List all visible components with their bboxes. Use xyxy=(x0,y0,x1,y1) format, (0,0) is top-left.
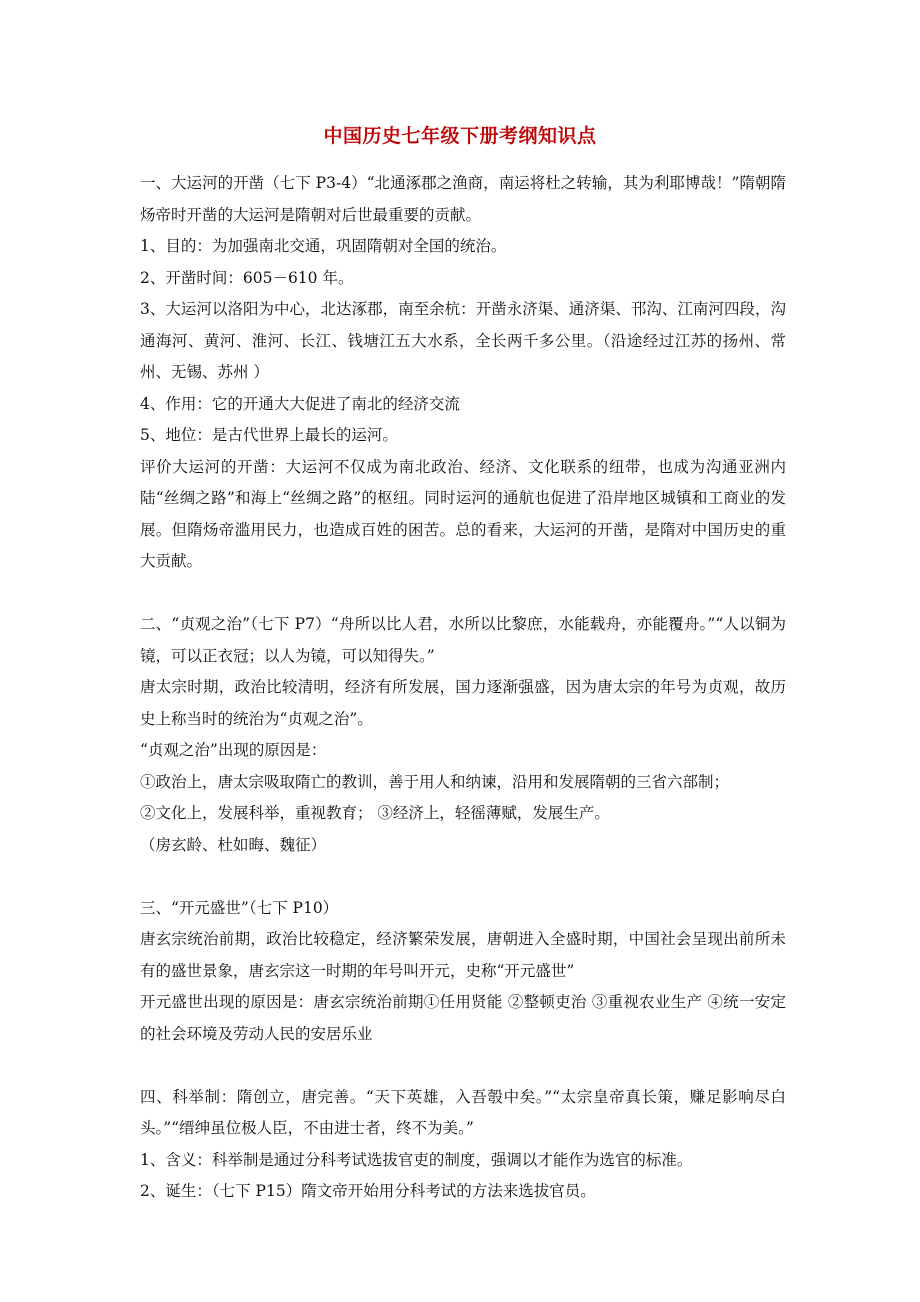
section-2-item-3: ①政治上，唐太宗吸取隋亡的教训，善于用人和纳谏，沿用和发展隋朝的三省六部制； xyxy=(140,772,730,791)
section-4-item-1: 1、含义：科举制是通过分科考试选拔官吏的制度，强调以才能作为选官的标准。 xyxy=(140,1150,693,1169)
section-1-evaluation: 评价大运河的开凿：大运河不仅成为南北政治、经济、文化联系的纽带，也成为沟通亚洲内陆“丝绸之路”和海上“丝绸之路”的枢纽。同时运河的通航也促进了沿岸地区城镇和工商业的发展。但隋炀帝滥用民力，也造成百姓的困苦。总的看来，大运河的开凿，是隋对中国历史的重大贡献。 xyxy=(140,457,786,570)
section-1-item-5: 5、地位：是古代世界上最长的运河。 xyxy=(140,426,398,444)
section-gap xyxy=(140,1050,786,1082)
section-4-heading: 四、科举制：隋创立，唐完善。“天下英雄，入吾彀中矣。”“太宗皇帝真长策，赚足影响尽白头。”“缙绅虽位极人臣，不由进士者，终不为美。” xyxy=(140,1087,786,1137)
section-2-item-2: “贞观之治”出现的原因是： xyxy=(140,741,327,759)
section-3-item-1: 唐玄宗统治前期，政治比较稳定，经济繁荣发展，唐朝进入全盛时期，中国社会呈现出前所未有的盛世景象，唐玄宗这一时期的年号叫开元，史称“开元盛世” xyxy=(140,930,786,980)
section-3-item-2: 开元盛世出现的原因是：唐玄宗统治前期①任用贤能 ②整顿吏治 ③重视农业生产 ④统一安定的社会环境及劳动人民的安居乐业 xyxy=(140,993,786,1043)
section-1-heading: 一、大运河的开凿（七下 P3-4）“北通涿郡之渔商，南运将杜之转输，其为利耶博哉！”隋朝隋炀帝时开凿的大运河是隋朝对后世最重要的贡献。 xyxy=(140,174,786,224)
section-1-item-1: 1、目的：为加强南北交通，巩固隋朝对全国的统治。 xyxy=(140,237,507,255)
section-gap xyxy=(140,578,786,610)
section-2-item-4: ②文化上，发展科举，重视教育； ③经济上，轻徭薄赋，发展生产。 xyxy=(140,804,610,822)
section-gap xyxy=(140,861,786,893)
document-title: 中国历史七年级下册考纲知识点 xyxy=(323,125,597,147)
section-3-heading: 三、“开元盛世”（七下 P10） xyxy=(140,898,339,917)
document-body xyxy=(140,168,786,1208)
section-2-heading: 二、“贞观之治”（七下 P7）“舟所以比人君，水所以比黎庶，水能载舟，亦能覆舟。”“人以铜为镜，可以正衣冠；以人为镜，可以知得失。” xyxy=(140,615,786,665)
section-1-item-3: 3、大运河以洛阳为中心，北达涿郡，南至余杭：开凿永济渠、通济渠、邗沟、江南河四段，沟通海河、黄河、淮河、长江、钱塘江五大水系，全长两千多公里。（沿途经过江苏的扬州、常州、无锡、苏州 ） xyxy=(140,300,786,381)
section-4-item-2: 2、诞生：（七下 P15）隋文帝开始用分科考试的方法来选拔官员。 xyxy=(140,1182,596,1200)
section-2-item-1: 唐太宗时期，政治比较清明，经济有所发展，国力逐渐强盛，因为唐太宗的年号为贞观，故历史上称当时的统治为“贞观之治”。 xyxy=(140,678,786,728)
section-1-item-4: 4、作用：它的开通大大促进了南北的经济交流 xyxy=(140,394,460,413)
section-1-item-2: 2、开凿时间：605－610 年。 xyxy=(140,268,354,287)
section-2-item-5: （房玄龄、杜如晦、魏征） xyxy=(140,835,327,854)
